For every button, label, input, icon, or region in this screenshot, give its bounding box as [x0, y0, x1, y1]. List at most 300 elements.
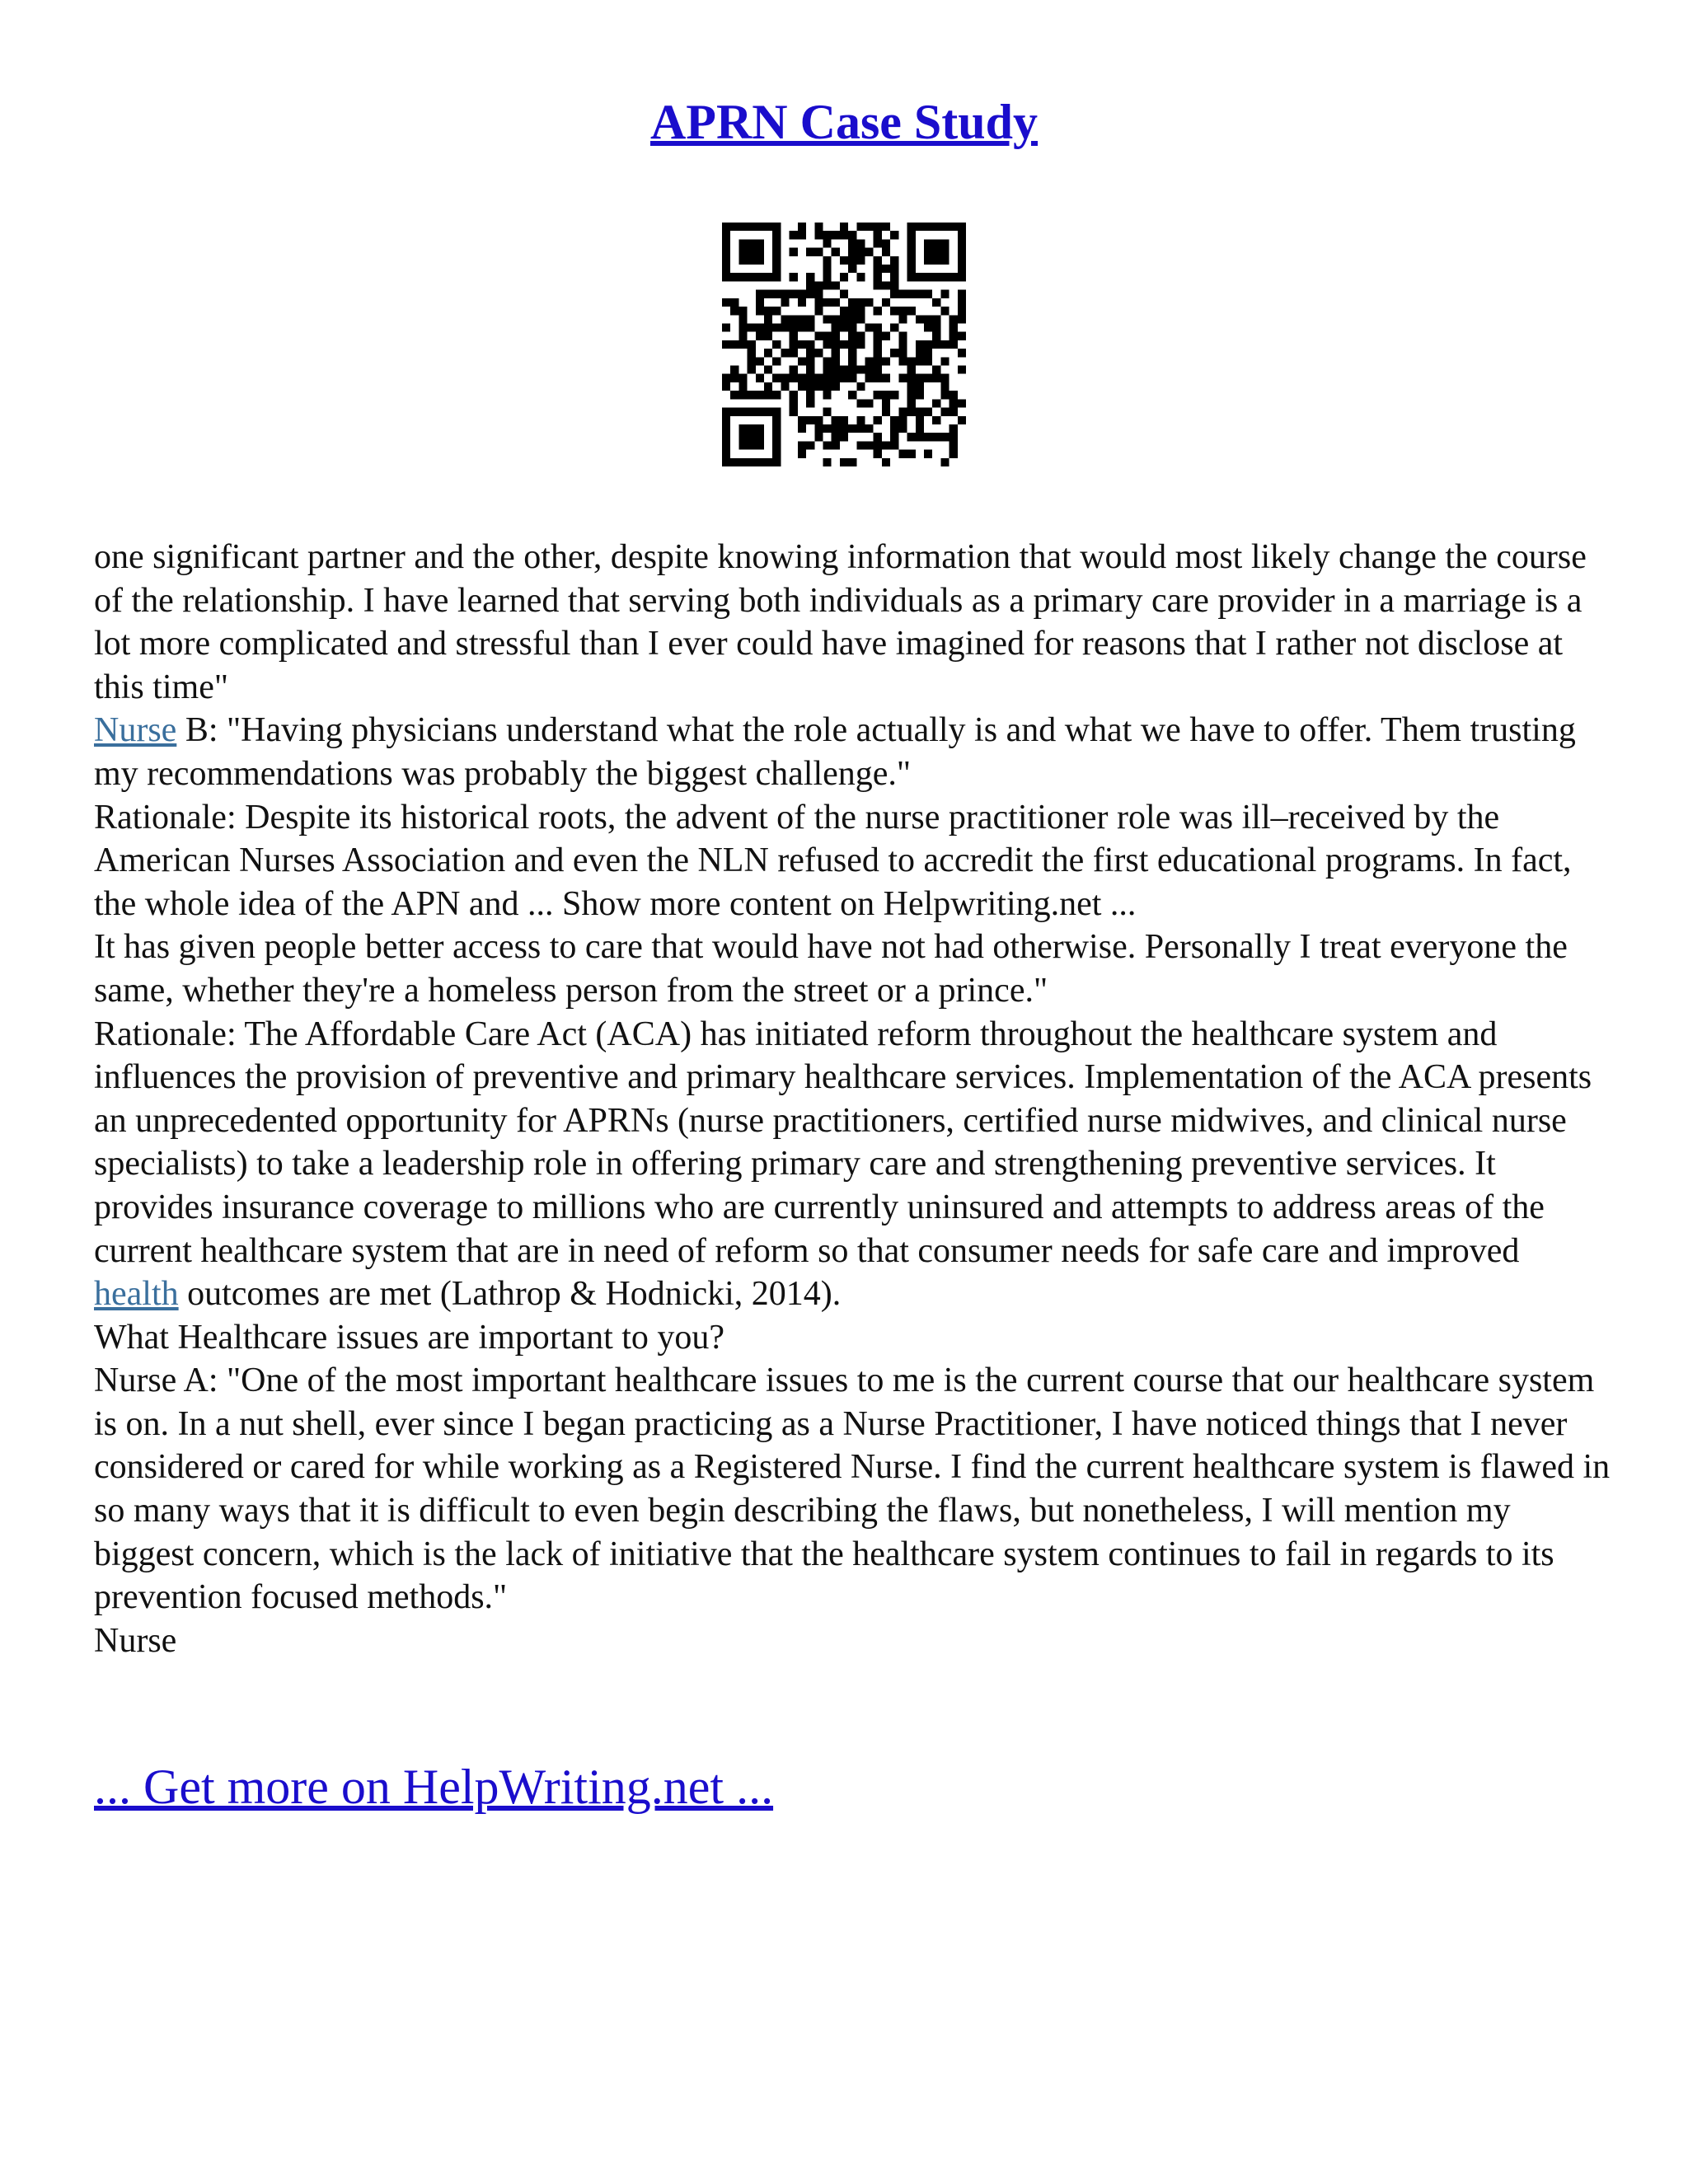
qr-module: [950, 424, 958, 433]
qr-module: [882, 281, 890, 289]
qr-module: [882, 332, 890, 340]
qr-module: [798, 374, 806, 382]
qr-module: [823, 332, 831, 340]
qr-module: [840, 273, 848, 281]
qr-module: [848, 315, 856, 323]
qr-module: [848, 307, 856, 315]
qr-module: [814, 349, 823, 357]
qr-module: [950, 323, 958, 331]
qr-module: [764, 391, 772, 399]
qr-module: [814, 231, 823, 239]
qr-module: [882, 399, 890, 407]
qr-module: [916, 273, 924, 281]
qr-module: [848, 424, 856, 433]
qr-module: [730, 273, 738, 281]
qr-module: [756, 256, 764, 265]
qr-module: [748, 391, 756, 399]
get-more-link[interactable]: ... Get more on HelpWriting.net ...: [94, 1760, 774, 1814]
qr-module: [764, 323, 772, 331]
qr-module: [882, 374, 890, 382]
qr-module: [823, 391, 831, 399]
qr-module: [748, 273, 756, 281]
qr-module: [856, 424, 865, 433]
qr-module: [848, 349, 856, 357]
qr-module: [738, 323, 747, 331]
qr-module: [865, 424, 874, 433]
qr-module: [798, 298, 806, 307]
qr-module: [756, 307, 764, 315]
qr-module: [806, 248, 814, 256]
qr-module: [738, 382, 747, 391]
qr-module: [932, 298, 940, 307]
qr-module: [958, 265, 966, 273]
qr-module: [840, 307, 848, 315]
qr-module: [764, 307, 772, 315]
qr-module: [823, 382, 831, 391]
qr-module: [814, 416, 823, 424]
qr-module: [898, 357, 907, 365]
qr-module: [806, 416, 814, 424]
qr-module: [781, 349, 789, 357]
qr-module: [856, 298, 865, 307]
qr-module: [874, 433, 882, 441]
qr-module: [882, 223, 890, 231]
qr-module: [748, 357, 756, 365]
qr-module: [798, 441, 806, 449]
qr-module: [907, 408, 916, 416]
qr-module: [874, 223, 882, 231]
qr-module: [764, 458, 772, 466]
qr-module: [823, 424, 831, 433]
qr-module: [790, 315, 798, 323]
qr-module: [907, 231, 916, 239]
qr-module: [856, 340, 865, 349]
qr-module: [898, 408, 907, 416]
qr-module: [722, 450, 730, 458]
qr-module: [756, 441, 764, 449]
qr-module: [898, 315, 907, 323]
qr-module: [798, 416, 806, 424]
qr-module: [924, 408, 932, 416]
qr-module: [882, 458, 890, 466]
qr-module: [722, 298, 730, 307]
qr-module: [738, 374, 747, 382]
qr-module: [738, 433, 747, 441]
qr-module: [848, 256, 856, 265]
qr-module: [722, 340, 730, 349]
qr-module: [781, 315, 789, 323]
qr-module: [722, 441, 730, 449]
qr-module: [890, 349, 898, 357]
paragraph-2: [94, 709, 1611, 795]
qr-module: [856, 399, 865, 407]
qr-module: [882, 441, 890, 449]
qr-module: [940, 382, 949, 391]
qr-module: [730, 391, 738, 399]
qr-module: [756, 298, 764, 307]
qr-module: [874, 357, 882, 365]
qr-module: [823, 374, 831, 382]
qr-module: [916, 349, 924, 357]
qr-module: [823, 281, 831, 289]
qr-module: [798, 323, 806, 331]
qr-module: [898, 349, 907, 357]
qr-module: [790, 332, 798, 340]
qr-module: [772, 391, 781, 399]
qr-module: [856, 382, 865, 391]
qr-module: [907, 273, 916, 281]
qr-module: [748, 340, 756, 349]
qr-module: [764, 315, 772, 323]
qr-module: [823, 340, 831, 349]
qr-module: [832, 332, 840, 340]
qr-module: [730, 408, 738, 416]
qr-module: [738, 391, 747, 399]
qr-module: [772, 416, 781, 424]
qr-module: [764, 223, 772, 231]
qr-module: [832, 382, 840, 391]
qr-module: [840, 223, 848, 231]
qr-module: [907, 374, 916, 382]
qr-module: [890, 265, 898, 273]
qr-module: [874, 239, 882, 247]
qr-module: [907, 399, 916, 407]
qr-module: [764, 290, 772, 298]
qr-module: [856, 239, 865, 247]
qr-module: [840, 424, 848, 433]
qr-module: [940, 248, 949, 256]
qr-module: [950, 391, 958, 399]
qr-module: [722, 416, 730, 424]
qr-module: [916, 408, 924, 416]
qr-module: [898, 416, 907, 424]
qr-module: [940, 256, 949, 265]
qr-module: [748, 458, 756, 466]
qr-module: [832, 424, 840, 433]
qr-module: [772, 408, 781, 416]
qr-module: [848, 323, 856, 331]
qr-module: [848, 231, 856, 239]
qr-module: [874, 307, 882, 315]
qr-module: [924, 450, 932, 458]
qr-module: [958, 307, 966, 315]
qr-module: [722, 239, 730, 247]
qr-module: [874, 332, 882, 340]
qr-module: [848, 374, 856, 382]
qr-module: [738, 315, 747, 323]
qr-module: [924, 256, 932, 265]
qr-module: [856, 366, 865, 374]
qr-module: [924, 239, 932, 247]
qr-module: [890, 273, 898, 281]
qr-module: [882, 408, 890, 416]
qr-module: [832, 231, 840, 239]
qr-module: [958, 399, 966, 407]
paragraph-5: [94, 1013, 1611, 1316]
qr-module: [940, 340, 949, 349]
qr-module: [907, 248, 916, 256]
qr-module: [898, 332, 907, 340]
qr-module: [772, 441, 781, 449]
qr-module: [950, 399, 958, 407]
qr-module: [916, 290, 924, 298]
qr-module: [790, 408, 798, 416]
qr-module: [848, 391, 856, 399]
qr-module: [798, 315, 806, 323]
qr-module: [856, 273, 865, 281]
qr-module: [882, 265, 890, 273]
qr-module: [790, 340, 798, 349]
qr-module: [798, 223, 806, 231]
qr-module: [856, 256, 865, 265]
qr-module: [814, 374, 823, 382]
qr-module: [856, 441, 865, 449]
qr-module: [722, 223, 730, 231]
qr-module: [823, 265, 831, 273]
qr-module: [890, 416, 898, 424]
qr-module: [958, 366, 966, 374]
qr-module: [907, 382, 916, 391]
qr-module: [907, 239, 916, 247]
qr-module: [840, 290, 848, 298]
qr-module: [781, 374, 789, 382]
qr-module: [756, 273, 764, 281]
qr-module: [806, 323, 814, 331]
qr-module: [898, 424, 907, 433]
qr-code-icon: [722, 223, 966, 466]
qr-module: [722, 248, 730, 256]
qr-module: [832, 248, 840, 256]
qr-module: [772, 323, 781, 331]
qr-module: [756, 290, 764, 298]
qr-module: [916, 223, 924, 231]
qr-module: [916, 357, 924, 365]
qr-module: [848, 357, 856, 365]
qr-module: [907, 223, 916, 231]
qr-module: [940, 408, 949, 416]
qr-module: [764, 408, 772, 416]
qr-module: [814, 424, 823, 433]
document-body: [94, 536, 1611, 1662]
qr-module: [764, 349, 772, 357]
qr-module: [832, 298, 840, 307]
health-link[interactable]: health: [94, 1275, 179, 1314]
qr-module: [950, 408, 958, 416]
qr-module: [738, 332, 747, 340]
qr-module: [874, 450, 882, 458]
qr-module: [722, 408, 730, 416]
more-link-line: [94, 1754, 773, 1820]
qr-module: [806, 315, 814, 323]
qr-module: [772, 357, 781, 365]
qr-module: [823, 298, 831, 307]
qr-module: [950, 332, 958, 340]
qr-module: [806, 441, 814, 449]
qr-module: [916, 340, 924, 349]
qr-module: [764, 366, 772, 374]
qr-module: [950, 450, 958, 458]
qr-module: [790, 290, 798, 298]
qr-module: [840, 256, 848, 265]
qr-module: [898, 374, 907, 382]
qr-module: [890, 256, 898, 265]
qr-module: [814, 223, 823, 231]
qr-module: [890, 307, 898, 315]
qr-module: [874, 366, 882, 374]
qr-module: [722, 265, 730, 273]
qr-module: [940, 433, 949, 441]
nurse-link[interactable]: Nurse: [94, 711, 177, 750]
qr-module: [924, 357, 932, 365]
qr-module: [832, 366, 840, 374]
qr-module: [756, 323, 764, 331]
qr-module: [890, 281, 898, 289]
qr-module: [950, 433, 958, 441]
qr-module: [907, 450, 916, 458]
qr-module: [932, 374, 940, 382]
qr-module: [916, 391, 924, 399]
qr-module: [840, 315, 848, 323]
qr-module: [958, 290, 966, 298]
qr-module: [781, 290, 789, 298]
qr-module: [924, 349, 932, 357]
qr-module: [722, 424, 730, 433]
qr-module: [898, 450, 907, 458]
qr-module: [958, 223, 966, 231]
qr-module: [848, 458, 856, 466]
qr-module: [840, 433, 848, 441]
qr-module: [865, 374, 874, 382]
qr-module: [890, 231, 898, 239]
qr-module: [756, 391, 764, 399]
qr-module: [790, 366, 798, 374]
qr-module: [865, 357, 874, 365]
qr-module: [924, 433, 932, 441]
qr-module: [781, 298, 789, 307]
paragraph-6: What Healthcare issues are important to you?: [94, 1318, 725, 1357]
qr-module: [806, 382, 814, 391]
qr-module: [722, 323, 730, 331]
qr-module: [848, 340, 856, 349]
qr-module: [722, 382, 730, 391]
qr-module: [772, 256, 781, 265]
qr-module: [790, 374, 798, 382]
qr-module: [865, 298, 874, 307]
qr-module: [890, 290, 898, 298]
qr-module: [772, 340, 781, 349]
qr-module: [932, 248, 940, 256]
qr-module: [950, 273, 958, 281]
qr-module: [823, 366, 831, 374]
qr-module: [722, 374, 730, 382]
qr-module: [738, 273, 747, 281]
qr-module: [882, 239, 890, 247]
qr-module: [756, 223, 764, 231]
qr-module: [882, 357, 890, 365]
qr-module: [924, 340, 932, 349]
qr-module: [814, 307, 823, 315]
qr-module: [856, 416, 865, 424]
qr-module: [738, 441, 747, 449]
qr-module: [916, 315, 924, 323]
qr-module: [932, 332, 940, 340]
qr-module: [832, 340, 840, 349]
qr-module: [924, 248, 932, 256]
qr-module: [840, 458, 848, 466]
qr-module: [738, 239, 747, 247]
qr-module: [722, 256, 730, 265]
qr-module: [940, 374, 949, 382]
qr-module: [772, 223, 781, 231]
qr-module: [738, 307, 747, 315]
qr-module: [924, 273, 932, 281]
qr-module: [756, 248, 764, 256]
qr-module: [722, 273, 730, 281]
qr-module: [940, 239, 949, 247]
qr-module: [738, 424, 747, 433]
qr-module: [730, 223, 738, 231]
qr-module: [772, 433, 781, 441]
qr-module: [898, 290, 907, 298]
qr-module: [790, 399, 798, 407]
qr-module: [722, 231, 730, 239]
qr-module: [798, 357, 806, 365]
paragraph-2-text: B: "Having physicians understand what the role actually is and what we have to offer. Them trusting my recommendations was probably the biggest challenge.": [94, 711, 1576, 793]
qr-module: [772, 290, 781, 298]
qr-module: [730, 374, 738, 382]
qr-module: [874, 231, 882, 239]
qr-module: [748, 223, 756, 231]
qr-module: [772, 248, 781, 256]
qr-module: [932, 399, 940, 407]
qr-module: [748, 366, 756, 374]
qr-module: [832, 357, 840, 365]
qr-module: [856, 248, 865, 256]
qr-module: [730, 298, 738, 307]
qr-module: [856, 315, 865, 323]
qr-module: [898, 307, 907, 315]
qr-module: [907, 433, 916, 441]
qr-module: [907, 366, 916, 374]
qr-module: [798, 382, 806, 391]
qr-module: [790, 349, 798, 357]
qr-module: [932, 273, 940, 281]
qr-module: [832, 433, 840, 441]
qr-module: [924, 323, 932, 331]
qr-module: [958, 273, 966, 281]
qr-module: [806, 349, 814, 357]
qr-module: [806, 399, 814, 407]
qr-module: [907, 307, 916, 315]
qr-module: [840, 231, 848, 239]
qr-module: [940, 223, 949, 231]
qr-module: [823, 357, 831, 365]
qr-module: [940, 357, 949, 365]
qr-module: [898, 340, 907, 349]
qr-module: [882, 248, 890, 256]
qr-module: [958, 349, 966, 357]
qr-module: [756, 239, 764, 247]
qr-module: [856, 223, 865, 231]
qr-module: [932, 323, 940, 331]
qr-module: [814, 281, 823, 289]
qr-module: [890, 441, 898, 449]
qr-module: [940, 307, 949, 315]
title-link[interactable]: APRN Case Study: [649, 95, 1039, 149]
qr-module: [924, 374, 932, 382]
qr-module: [890, 391, 898, 399]
qr-module: [958, 256, 966, 265]
